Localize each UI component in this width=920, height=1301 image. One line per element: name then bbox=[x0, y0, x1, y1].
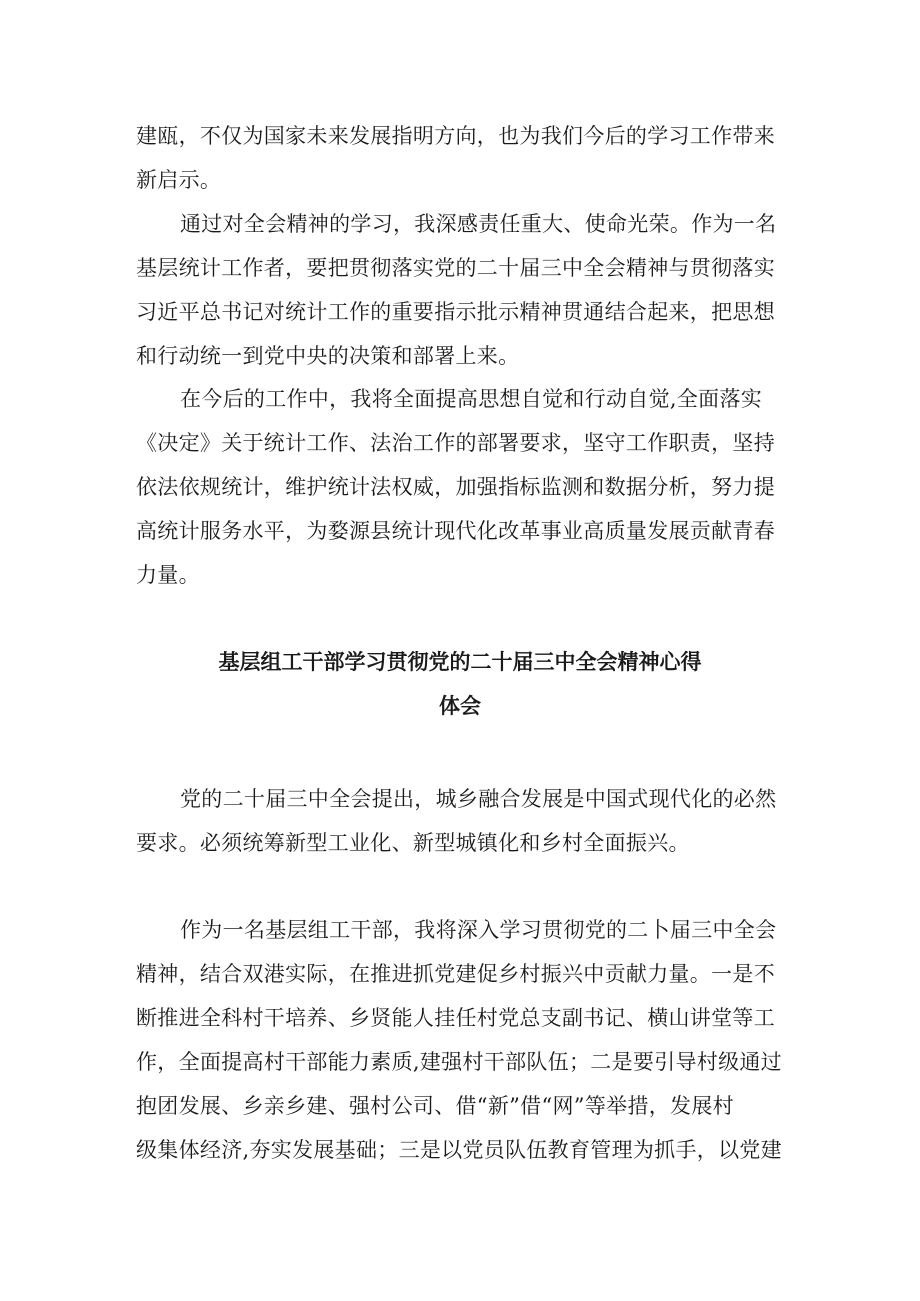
paragraph-line: 精神，结合双港实际，在推进抓党建促乡村振兴中贡献力量。一是不 bbox=[136, 962, 775, 986]
paragraph-line: 习近平总书记对统计工作的重要指示批示精神贯通结合起来，把思想 bbox=[136, 300, 775, 324]
paragraph-line: 党的二十届三中全会提出，城乡融合发展是中国式现代化的必然 bbox=[180, 787, 777, 811]
paragraph-line: 要求。必须统筹新型工业化、新型城镇化和乡村全面振兴。 bbox=[136, 831, 690, 855]
paragraph-line: 依法依规统计，维护统计法权威，加强指标监测和数据分析，努力提 bbox=[136, 475, 775, 499]
paragraph-line: 基层统计工作者，要把贯彻落实党的二十届三中全会精神与贯彻落实 bbox=[136, 256, 775, 280]
section-title: 体会 bbox=[439, 694, 481, 718]
paragraph-line: 高统计服务水平，为婺源县统计现代化改革事业高质量发展贡献青春 bbox=[136, 519, 775, 543]
paragraph-line: 在今后的工作中，我将全面提高思想自觉和行动自觉,全面落实 bbox=[180, 387, 763, 411]
paragraph-line: 《决定》关于统计工作、法治工作的部署要求，坚守工作职责，坚持 bbox=[136, 431, 775, 455]
paragraph-line: 力量。 bbox=[136, 563, 200, 587]
section-title: 基层组工干部学习贯彻党的二十届三中全会精神心得 bbox=[218, 650, 702, 674]
paragraph-line: 建瓯，不仅为国家未来发展指明方向，也为我们今后的学习工作带来 bbox=[136, 124, 775, 148]
paragraph-line: 作为一名基层组工干部，我将深入学习贯彻党的二卜届三中全会 bbox=[180, 918, 777, 942]
paragraph-line: 作，全面提高村干部能力素质,建强村干部队伍；二是要引导村级通过 bbox=[136, 1050, 782, 1074]
paragraph-line: 抱团发展、乡亲乡建、强村公司、借“新”借“网”等举措，发展村 bbox=[136, 1094, 734, 1118]
paragraph-line: 和行动统一到党中央的决策和部署上来。 bbox=[136, 344, 520, 368]
paragraph-line: 通过对全会精神的学习，我深感责任重大、使命光荣。作为一名 bbox=[180, 212, 777, 236]
paragraph-line: 新启示。 bbox=[136, 168, 222, 192]
paragraph-line: 级集体经济,夯实发展基础；三是以党员队伍教育管理为抓手，以党建 bbox=[136, 1138, 782, 1162]
paragraph-line: 断推进全科村干培养、乡贤能人挂任村党总支副书记、横山讲堂等工 bbox=[136, 1006, 775, 1030]
